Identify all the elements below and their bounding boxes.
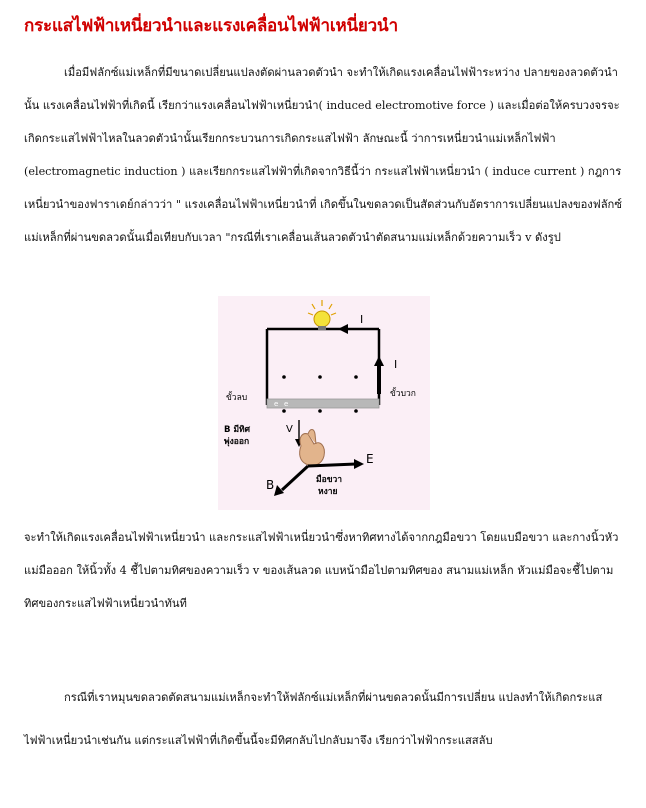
emf-axis-shaft <box>308 464 356 466</box>
charge-mark-2: e <box>284 400 289 408</box>
label-velocity: V <box>286 424 293 435</box>
label-emf: E <box>366 452 374 466</box>
induction-diagram <box>218 296 430 510</box>
label-current-right: I <box>394 358 398 371</box>
charge-mark-1: e <box>274 400 279 408</box>
alternating-current-paragraph-text: กรณีที่เราหมุนขดลวดตัดสนามแม่เหล็กจะทำให้ฟลักซ์แม่เหล็กที่ผ่านขดลวดนั้นมีการเปลี่ยน แปลงทำให้เกิดกระแสไฟฟ้าเหนี่ยวนำเช่นกัน แต่กระแสไฟฟ้าที่เกิดขึ้นนี้จะมีทิศกลับไปกลับมาจึง เรียกว่าไฟฟ้ากระแสสลับ <box>24 691 603 747</box>
right-hand-rule-paragraph: จะทำให้เกิดแรงเคลื่อนไฟฟ้าเหนี่ยวนำ และกระแสไฟฟ้าเหนี่ยวนำซึ่งหาทิศทางได้จากกฎมือขวา โดยแบมือขวา และกางนิ้วหัวแม่มือออก ให้นิ้วทั้ง 4 ชี้ไปตามทิศของความเร็ว v ของเส้นลวด แบหน้ามือไปตามทิศของ สนามแม่เหล็ก หัวแม่มือจะชี้ไปตามทิศของกระแสไฟฟ้าเหนี่ยวนำทันที <box>24 531 619 610</box>
label-right-hand-2: หงาย <box>318 487 338 497</box>
page-title: กระแสไฟฟ้าเหนี่ยวนำและแรงเคลื่อนไฟฟ้าเหนี่ยวนำ <box>24 16 398 36</box>
label-field-direction-2: พุ่งออก <box>224 437 250 447</box>
label-current-top: I <box>360 313 364 326</box>
intro-paragraph <box>24 56 624 254</box>
label-negative-terminal: ขั้วลบ <box>226 393 248 403</box>
intro-paragraph-text: เมื่อมีฟลักซ์แม่เหล็กที่มีขนาดเปลี่ยนแปลงตัดผ่านลวดตัวนำ จะทำให้เกิดแรงเคลื่อนไฟฟ้าระหว่าง ปลายของลวดตัวนำนั้น แรงเคลื่อนไฟฟ้าที่เกิดนี้ เรียกว่าแรงเคลื่อนไฟฟ้าเหนี่ยวนำ( induced electromotive force ) และเมื่อต่อให้ครบวงจรจะเกิดกระแสไฟฟ้าไหลในลวดตัวนำนั้นเรียกกระบวนการเกิดกระแสไฟฟ้า ลักษณะนี้ ว่าการเหนี่ยวนำแม่เหล็กไฟฟ้า (electromagnetic induction ) และเรียกกระแสไฟฟ้าที่เกิดจากวิธีนี้ว่า กระแสไฟฟ้าเหนี่ยวนำ ( induce current ) กฎการเหนี่ยวนำของฟาราเดย์กล่าวว่า " แรงเคลื่อนไฟฟ้าเหนี่ยวนำที่ เกิดขึ้นในขดลวดเป็นสัดส่วนกับอัตราการเปลี่ยนแปลงของฟลักซ์แม่เหล็กที่ผ่านขดลวดนั้นเมื่อเทียบกับเวลา "กรณีที่เราเคลื่อนเส้นลวดตัวนำตัดสนามแม่เหล็กด้วยความเร็ว v ดังรูป <box>24 66 622 244</box>
label-right-hand-1: มือขวา <box>316 475 343 485</box>
label-field-direction-1: B มีทิศ <box>224 425 251 435</box>
induction-diagram-svg <box>218 296 430 510</box>
alternating-current-paragraph <box>24 676 624 762</box>
label-positive-terminal: ขั้วบวก <box>390 389 416 399</box>
label-field-axis: B <box>266 478 275 492</box>
